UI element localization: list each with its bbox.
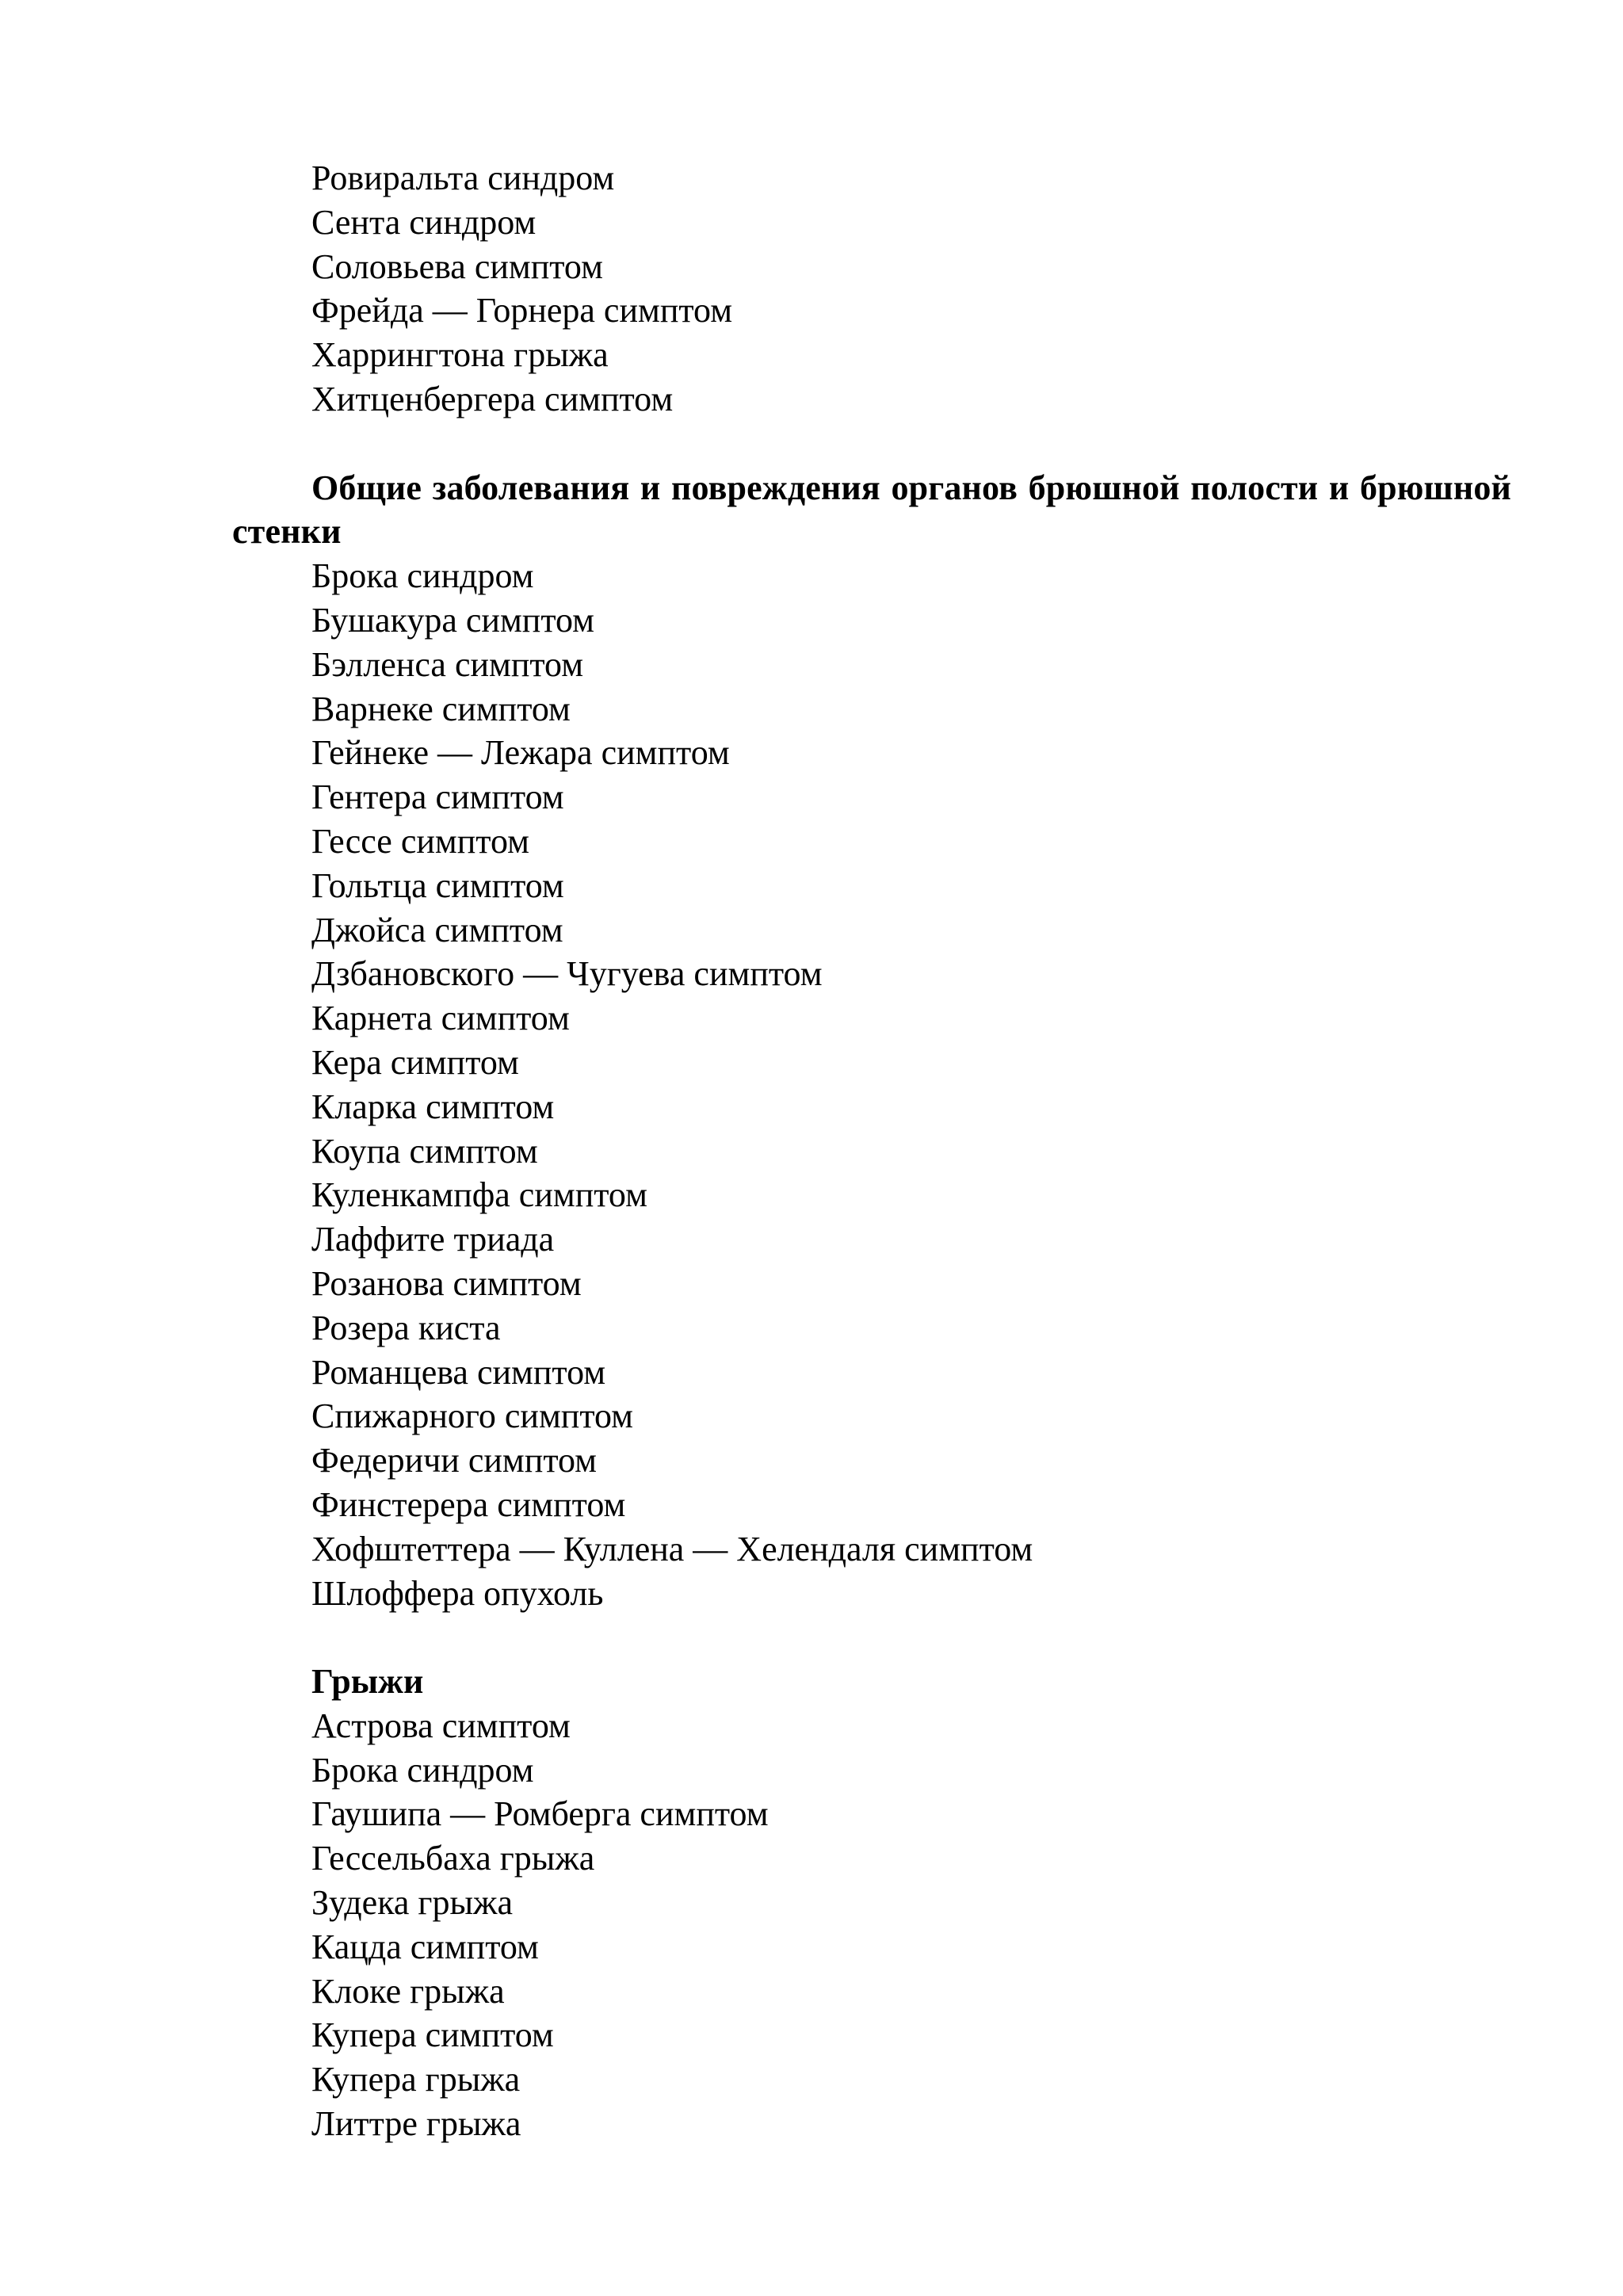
list-item: Карнета симптом — [311, 999, 570, 1038]
list-item: Кларка симптом — [311, 1087, 555, 1126]
list-item: Дзбановского — Чугуева симптом — [311, 954, 823, 994]
list-item: Джойса симптом — [311, 910, 563, 949]
list-item: Гейнеке — Лежара симптом — [311, 733, 730, 773]
list-item: Фрейда — Горнера симптом — [311, 291, 733, 330]
list-item: Астрова симптом — [311, 1706, 571, 1745]
list-item: Харрингтона грыжа — [311, 335, 609, 375]
section-hernias — [232, 1660, 1511, 2146]
list-item: Гессе симптом — [311, 821, 529, 861]
list-item: Спижарного симптом — [311, 1396, 633, 1436]
list-item: Федеричи симптом — [311, 1441, 597, 1480]
paragraph-spacer — [232, 1615, 1511, 1660]
intro-list — [232, 156, 1511, 422]
list-item: Шлоффера опухоль — [311, 1573, 604, 1613]
list-item: Розанова симптом — [311, 1263, 582, 1303]
section-heading: Грыжи — [311, 1662, 424, 1702]
list-item: Кацда симптом — [311, 1927, 539, 1966]
list-item: Гентера симптом — [311, 777, 564, 817]
list-item: Гессельбаха грыжа — [311, 1839, 595, 1878]
list-item: Хитценбергера симптом — [311, 379, 674, 418]
list-item: Брока синдром — [311, 1750, 534, 1790]
list-item: Гольтца симптом — [311, 865, 564, 905]
list-item: Брока синдром — [311, 556, 534, 596]
list-item: Бушакура симптом — [311, 600, 594, 640]
list-item: Лаффите триада — [311, 1220, 555, 1259]
list-item: Финстерера симптом — [311, 1484, 626, 1524]
list-item: Сента синдром — [311, 202, 537, 242]
list-item: Хофштеттера — Куллена — Хелендаля симптом — [311, 1529, 1033, 1568]
list-item: Варнеке симптом — [311, 689, 571, 728]
list-item: Розера киста — [311, 1308, 501, 1347]
list-item: Зудека грыжа — [311, 1883, 513, 1923]
list-item: Литтре грыжа — [311, 2104, 521, 2144]
section-heading: Общие заболевания и повреждения органов брюшной полости и брюшной стенки — [232, 468, 1511, 552]
list-item: Романцева симптом — [311, 1352, 606, 1392]
list-item: Ровиральта синдром — [311, 159, 615, 197]
document-content — [232, 156, 1511, 2146]
list-item: Бэлленса симптом — [311, 644, 584, 684]
list-item: Купера грыжа — [311, 2060, 521, 2099]
paragraph-spacer — [232, 422, 1511, 466]
list-item: Соловьева симптом — [311, 246, 603, 286]
list-item: Куленкампфа симптом — [311, 1175, 647, 1215]
list-item: Кера симптом — [311, 1042, 519, 1082]
section-abdominal-diseases — [232, 466, 1511, 1616]
list-item: Купера симптом — [311, 2015, 554, 2055]
list-item: Гаушипа — Ромберга симптом — [311, 1794, 769, 1834]
list-item: Коупа симптом — [311, 1131, 538, 1171]
list-item: Клоке грыжа — [311, 1971, 505, 2011]
